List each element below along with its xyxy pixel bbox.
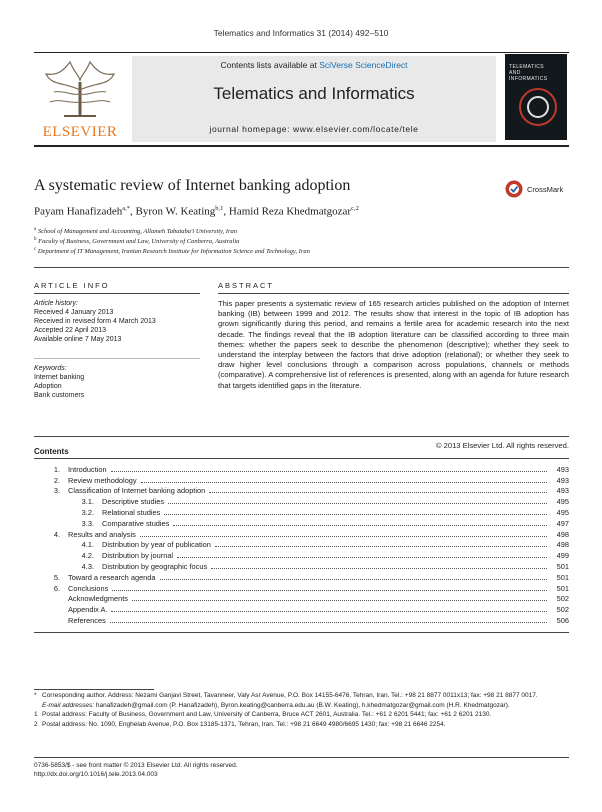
doi-link[interactable]: http://dx.doi.org/10.1016/j.tele.2013.04.003	[34, 770, 158, 778]
masthead-rule	[34, 145, 569, 147]
toc-entry[interactable]: 5. Toward a research agenda 501	[53, 572, 569, 582]
toc-entry[interactable]: 4. Results and analysis 498	[53, 529, 569, 539]
article-info-heading: ARTICLE INFO	[34, 281, 110, 290]
journal-title: Telematics and Informatics	[213, 84, 415, 103]
crossmark-icon	[505, 180, 523, 198]
footnote-2: 2 Postal address: No. 1090, Enghelab Avenue, P.O. Box 13185-1371, Tehran, Iran. Tel.: +98 21 6649 4980/6695 1430; fax: +98 21 6646 2254.	[34, 720, 446, 728]
toc-entry[interactable]: 4.2. Distribution by journal 499	[81, 551, 569, 561]
contents-heading: Contents	[34, 447, 69, 456]
toc-entry[interactable]: 3. Classification of Internet banking adoption 493	[53, 486, 569, 496]
table-of-contents	[34, 463, 569, 625]
abstract-copyright: © 2013 Elsevier Ltd. All rights reserved.	[435, 441, 569, 450]
elsevier-wordmark: ELSEVIER	[42, 124, 118, 140]
keywords: Keywords: Internet banking Adoption Bank customers	[34, 365, 85, 399]
toc-entry[interactable]: 1. Introduction 493	[53, 464, 569, 474]
author-name: Payam Hanafizadeh	[34, 205, 123, 218]
author-sup: b,1	[215, 205, 224, 212]
author-name: Byron W. Keating	[135, 205, 216, 218]
article-title: A systematic review of Internet banking adoption	[34, 177, 351, 194]
divider	[34, 293, 200, 294]
keyword: Internet banking	[34, 374, 85, 381]
elsevier-logo	[34, 52, 126, 140]
sciencedirect-link[interactable]: SciVerse ScienceDirect	[319, 60, 408, 70]
keyword: Adoption	[34, 383, 62, 390]
author-list: Payam Hanafizadeh$^{a,*}$, Byron W. Keating$^{b,1}$, Hamid Reza Khedmatgozar$^{c,2}$	[34, 205, 359, 218]
front-matter-info	[34, 762, 238, 779]
toc-entry[interactable]: 2. Review methodology 493	[53, 475, 569, 485]
cover-ring-graphic-inner	[527, 96, 549, 118]
toc-entry[interactable]: 4.3. Distribution by geographic focus 501	[81, 561, 569, 571]
crossmark-badge[interactable]	[505, 180, 575, 200]
toc-entry[interactable]: References 506	[68, 615, 569, 625]
footnote-emails: E-mail addresses: hanafizadeh@gmail.com (P. Hanafizadeh), Byron.keating@canberra.edu.au (B.W. Keating), h.khedmatgozar@gmail.com (H.R. Khedmatgozar).	[42, 701, 510, 709]
footnotes	[34, 692, 569, 730]
divider	[34, 436, 569, 437]
divider	[218, 293, 569, 294]
affiliation: $^c$ Department of IT Management, Iranian Research Institute for Information Science and Technology, Iran	[34, 247, 310, 256]
contents-prefix: Contents lists available at	[220, 60, 320, 70]
affiliation: $^b$ Faculty of Business, Government and Law, University of Canberra, Australia	[34, 237, 240, 246]
footnote-corresponding: * Corresponding author. Address: Nezami Ganjavi Street, Tavanneer, Valy Asr Avenue, P.O. Box 14155-6476, Tehran, Iran. Tel.: +98 21 8877 0011x13; fax: +98 21 8877 0017.	[34, 692, 538, 699]
contents-availability-line	[132, 60, 496, 70]
running-head: Telematics and Informatics 31 (2014) 492–510	[213, 28, 389, 38]
author-name: Hamid Reza Khedmatgozar	[228, 205, 352, 218]
divider	[34, 267, 569, 268]
cover-title: TELEMATICS AND INFORMATICS	[509, 64, 548, 82]
abstract-body: This paper presents a systematic review of 165 research articles published on the adoption of Internet banking (IB) between 1999 and 2012. The results show that interest in the topic of IB adoption has grown significantly during this period, and remains a fertile area for academic research into the next decade. The findings reveal that the IB adoption literature can be classified according to three main themes: whether the papers seek to describe the phenomenon (descriptive); whether they seek to understand the interplay between the factors that drive adoption (relational); or whether they seek to draw higher level conclusions through a comparison across populations, channels or methods (comparative). A comprehensive list of references is presented, along with an agenda for future research that targets identified gaps in the literature.	[218, 299, 569, 390]
toc-entry[interactable]: 3.3. Comparative studies 497	[81, 518, 569, 528]
affiliation: $^a$ School of Management and Accounting, Allameh Tabataba'i University, Iran	[34, 227, 238, 236]
toc-entry[interactable]: Acknowledgments 502	[68, 594, 569, 604]
footnote-rule	[34, 689, 154, 690]
toc-entry[interactable]: 6. Conclusions 501	[53, 583, 569, 593]
crossmark-label: CrossMark	[527, 185, 564, 194]
toc-entry[interactable]: Appendix A. 502	[68, 605, 569, 615]
keyword: Bank customers	[34, 392, 85, 399]
tree-emblem-icon	[40, 54, 120, 120]
toc-entry[interactable]: 4.1. Distribution by year of publication 498	[81, 540, 569, 550]
divider	[34, 757, 569, 758]
divider	[34, 632, 569, 633]
footnote-1: 1 Postal address: Faculty of Business, Government and Law, University of Canberra, Bruce ACT 2601, Australia. Tel.: +61 2 6201 5441; fax: +61 2 6201 2130.	[34, 711, 492, 719]
article-history: Article history: Received 4 January 2013 Received in revised form 4 March 2013 Accepted 22 April 2013 Available online 7 May 2013	[34, 300, 156, 343]
toc-entry[interactable]: 3.2. Relational studies 495	[81, 507, 569, 517]
toc-entry[interactable]: 3.1. Descriptive studies 495	[81, 497, 569, 507]
divider	[34, 358, 200, 359]
abstract-heading: ABSTRACT	[218, 281, 275, 290]
journal-homepage[interactable]: journal homepage: www.elsevier.com/locate/tele	[209, 124, 419, 134]
author-sup: a,*	[122, 205, 131, 212]
journal-cover-thumbnail	[505, 54, 567, 140]
divider	[34, 458, 569, 459]
author-sup: c,2	[351, 205, 359, 212]
issn-line: 0736-5853/$ - see front matter © 2013 Elsevier Ltd. All rights reserved.	[34, 762, 238, 769]
